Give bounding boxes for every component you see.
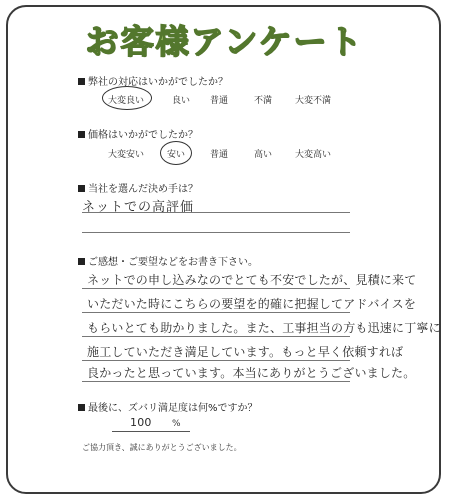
service-option-very-good[interactable]: 大変良い [108,96,145,106]
service-option-good[interactable]: 良い [172,96,191,106]
satisfaction-value: 100 [130,416,152,429]
question-comments-label: ご感想・ご要望などをお書き下さい。 [88,257,258,268]
price-option-very-expensive[interactable]: 大変高い [295,150,332,160]
question-satisfaction-label: 最後に、ズバリ満足度は何%ですか？ [88,403,258,414]
service-option-very-dissatisfied[interactable]: 大変不満 [295,96,332,106]
service-option-dissatisfied[interactable]: 不満 [254,96,273,106]
reason-line-1 [82,212,350,213]
question-price [78,126,198,141]
price-option-very-cheap[interactable]: 大変安い [108,150,145,160]
comment-line-2: いただいた時にこちらの要望を的確に把握してアドバイスを [87,297,417,311]
comment-rule-4 [82,360,350,361]
bullet-square-icon [78,258,85,265]
bullet-square-icon [78,78,85,85]
price-option-normal[interactable]: 普通 [210,150,229,160]
price-option-expensive[interactable]: 高い [254,150,273,160]
page-title: お客様アンケート [85,22,364,61]
bullet-square-icon [78,131,85,138]
thanks-footer: ご協力頂き、誠にありがとうございました。 [82,443,242,452]
question-service [78,73,228,88]
bullet-square-icon [78,185,85,192]
service-options [100,93,390,107]
question-comments [78,253,258,268]
reason-answer: ネットでの高評価 [82,200,195,215]
bullet-square-icon [78,404,85,411]
price-options [100,147,390,161]
comment-rule-5 [82,381,350,382]
service-option-normal[interactable]: 普通 [210,96,229,106]
comment-line-5: 良かったと思っています。本当にありがとうございました。 [87,366,416,380]
question-reason [78,180,198,195]
comment-rule-1 [82,288,350,289]
question-satisfaction [78,399,258,414]
satisfaction-line [112,431,190,432]
comment-rule-2 [82,312,350,313]
comment-line-1: ネットでの申し込みなのでとても不安でしたが、見積に来て [87,273,417,287]
question-reason-label: 当社を選んだ決め手は？ [88,184,198,195]
satisfaction-unit: % [172,419,181,429]
reason-line-2 [82,232,350,233]
comment-line-4: 施工していただき満足しています。もっと早く依頼すれば [87,345,404,359]
price-option-cheap[interactable]: 安い [167,150,186,160]
question-price-label: 価格はいかがでしたか？ [88,130,198,141]
question-service-label: 弊社の対応はいかがでしたか？ [88,77,228,88]
comment-rule-3 [82,336,350,337]
comment-line-3: もらいとても助かりました。また、工事担当の方も迅速に丁寧に [87,321,441,335]
